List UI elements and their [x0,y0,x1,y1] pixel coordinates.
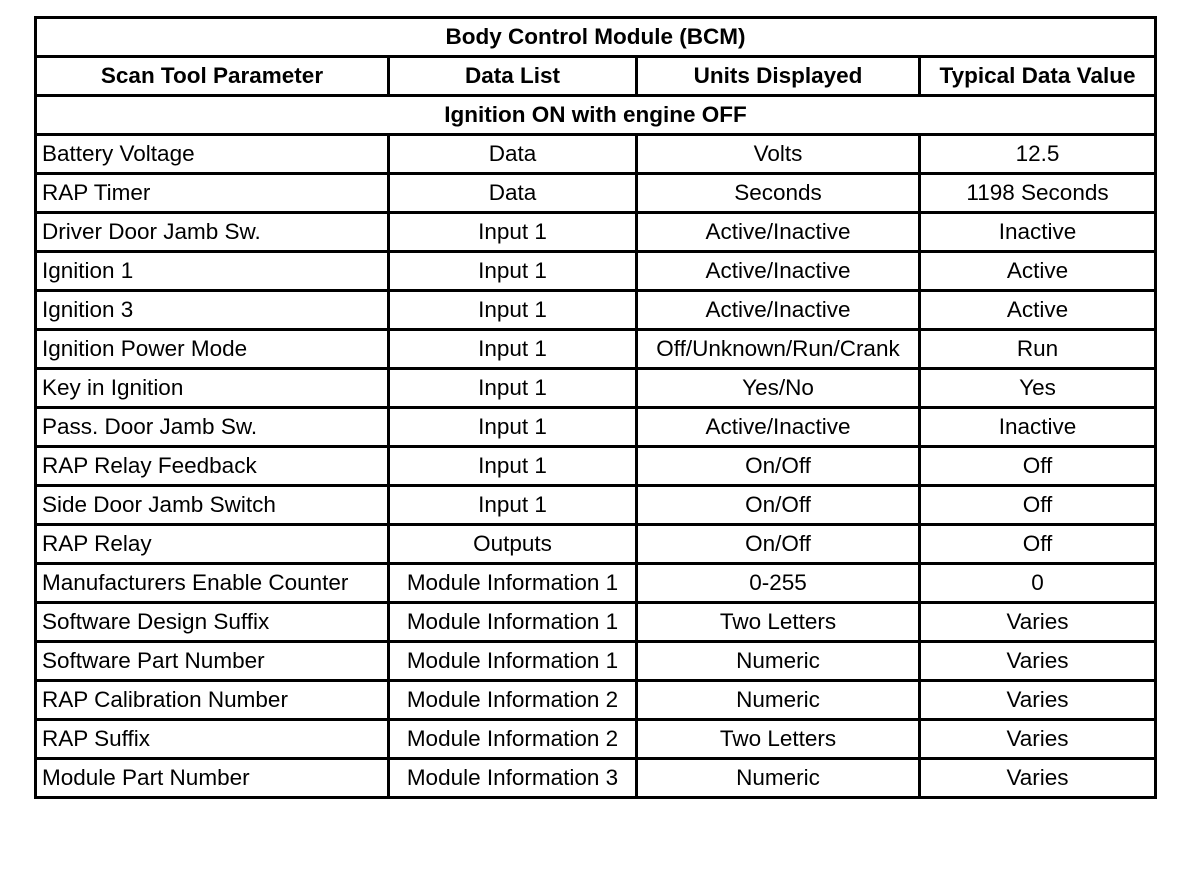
cell-data-list: Input 1 [389,369,637,408]
cell-typical-value: 0 [920,564,1156,603]
cell-parameter: RAP Relay [36,525,389,564]
cell-typical-value: Off [920,486,1156,525]
cell-typical-value: Run [920,330,1156,369]
cell-data-list: Input 1 [389,291,637,330]
cell-parameter: Battery Voltage [36,135,389,174]
cell-units: Active/Inactive [637,252,920,291]
cell-units: Active/Inactive [637,291,920,330]
cell-data-list: Module Information 2 [389,681,637,720]
table-row [36,135,1156,174]
cell-units: On/Off [637,447,920,486]
bcm-data-table [34,16,1157,799]
cell-units: Numeric [637,759,920,798]
cell-typical-value: Yes [920,369,1156,408]
cell-data-list: Input 1 [389,486,637,525]
cell-units: Two Letters [637,603,920,642]
cell-typical-value: 1198 Seconds [920,174,1156,213]
cell-typical-value: Active [920,291,1156,330]
cell-units: 0-255 [637,564,920,603]
cell-parameter: Key in Ignition [36,369,389,408]
cell-units: Seconds [637,174,920,213]
table-row [36,681,1156,720]
cell-parameter: RAP Suffix [36,720,389,759]
header-scan-tool-parameter: Scan Tool Parameter [36,57,389,96]
cell-typical-value: Off [920,447,1156,486]
cell-parameter: Side Door Jamb Switch [36,486,389,525]
cell-data-list: Module Information 1 [389,603,637,642]
cell-typical-value: 12.5 [920,135,1156,174]
cell-typical-value: Varies [920,759,1156,798]
cell-typical-value: Off [920,525,1156,564]
table-body [36,135,1156,798]
cell-data-list: Input 1 [389,213,637,252]
cell-parameter: Pass. Door Jamb Sw. [36,408,389,447]
cell-units: Numeric [637,681,920,720]
cell-parameter: RAP Timer [36,174,389,213]
condition-label: Ignition ON with engine OFF [36,96,1156,135]
cell-data-list: Input 1 [389,447,637,486]
table-row [36,642,1156,681]
cell-units: Yes/No [637,369,920,408]
table-row [36,759,1156,798]
cell-typical-value: Varies [920,642,1156,681]
cell-typical-value: Varies [920,720,1156,759]
cell-data-list: Outputs [389,525,637,564]
cell-units: Numeric [637,642,920,681]
cell-typical-value: Inactive [920,213,1156,252]
table-row [36,564,1156,603]
cell-parameter: Module Part Number [36,759,389,798]
cell-parameter: RAP Relay Feedback [36,447,389,486]
table-row [36,447,1156,486]
condition-row [36,96,1156,135]
header-units-displayed: Units Displayed [637,57,920,96]
table-row [36,291,1156,330]
cell-units: Off/Unknown/Run/Crank [637,330,920,369]
cell-data-list: Input 1 [389,330,637,369]
cell-data-list: Module Information 1 [389,564,637,603]
table-row [36,525,1156,564]
cell-data-list: Module Information 1 [389,642,637,681]
table-row [36,486,1156,525]
header-data-list: Data List [389,57,637,96]
cell-typical-value: Active [920,252,1156,291]
cell-typical-value: Inactive [920,408,1156,447]
cell-units: On/Off [637,486,920,525]
cell-data-list: Data [389,174,637,213]
cell-parameter: Manufacturers Enable Counter [36,564,389,603]
table-row [36,174,1156,213]
cell-typical-value: Varies [920,681,1156,720]
header-typical-data-value: Typical Data Value [920,57,1156,96]
table-row [36,330,1156,369]
table-row [36,213,1156,252]
cell-data-list: Input 1 [389,252,637,291]
cell-units: Active/Inactive [637,408,920,447]
table-title: Body Control Module (BCM) [36,18,1156,57]
cell-parameter: Ignition Power Mode [36,330,389,369]
title-row [36,18,1156,57]
cell-units: Two Letters [637,720,920,759]
table-row [36,720,1156,759]
cell-data-list: Data [389,135,637,174]
cell-parameter: Software Part Number [36,642,389,681]
cell-parameter: Ignition 3 [36,291,389,330]
cell-data-list: Module Information 3 [389,759,637,798]
table-row [36,408,1156,447]
cell-units: Volts [637,135,920,174]
cell-typical-value: Varies [920,603,1156,642]
cell-parameter: RAP Calibration Number [36,681,389,720]
cell-parameter: Ignition 1 [36,252,389,291]
table-row [36,369,1156,408]
header-row [36,57,1156,96]
cell-data-list: Input 1 [389,408,637,447]
table-row [36,252,1156,291]
cell-data-list: Module Information 2 [389,720,637,759]
cell-units: Active/Inactive [637,213,920,252]
cell-parameter: Software Design Suffix [36,603,389,642]
cell-units: On/Off [637,525,920,564]
table-row [36,603,1156,642]
cell-parameter: Driver Door Jamb Sw. [36,213,389,252]
